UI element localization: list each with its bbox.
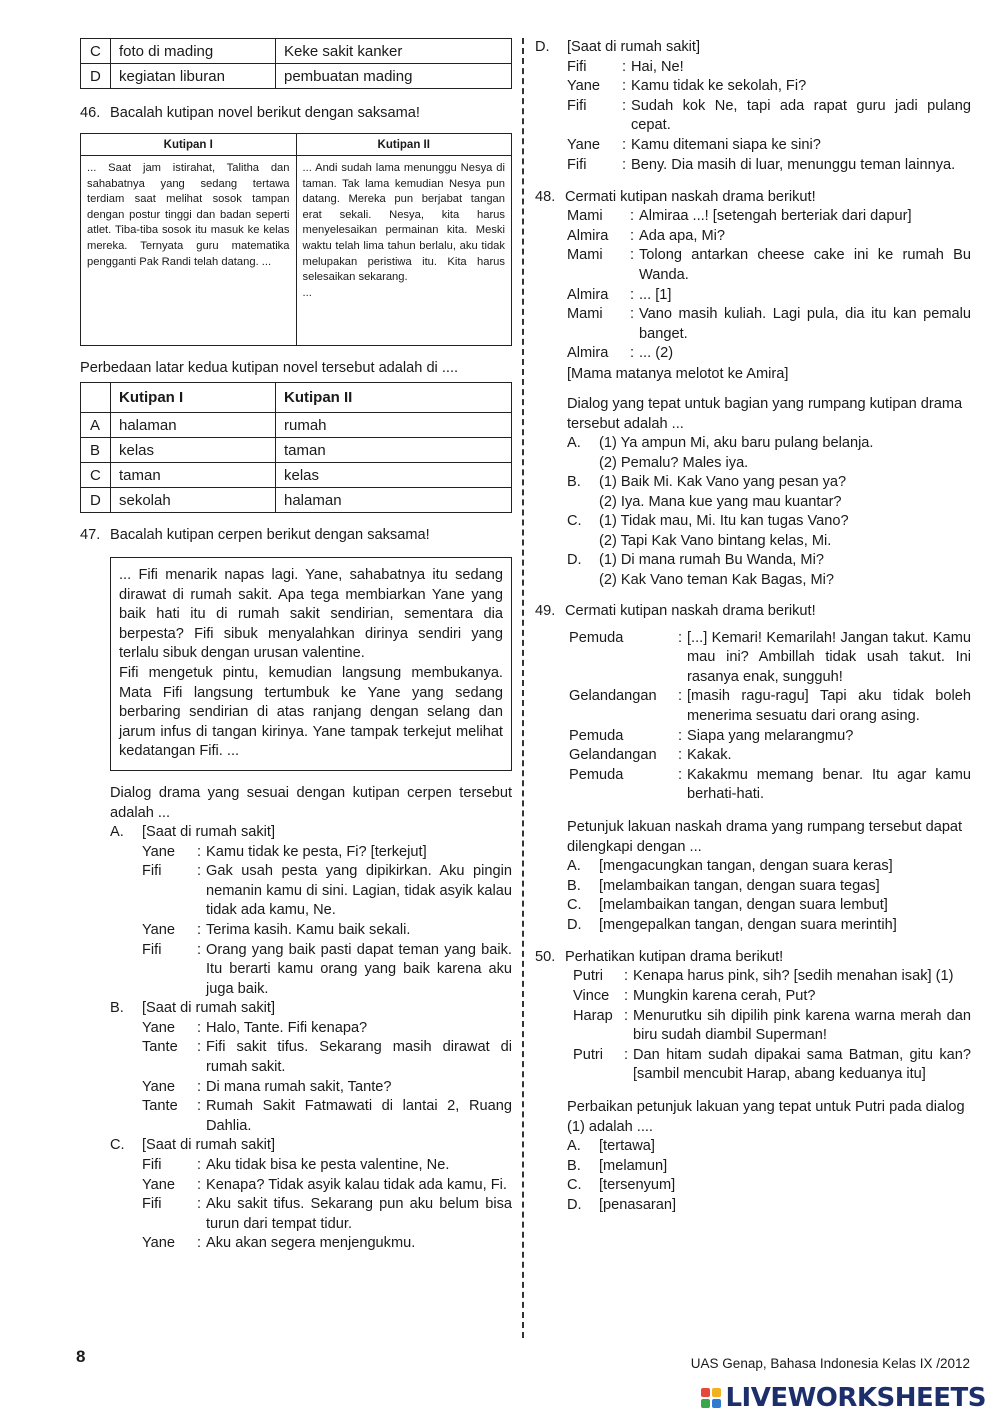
option-text: [mengepalkan tangan, dengan suara merintih] <box>599 916 897 933</box>
option-letter: A. <box>567 858 581 874</box>
speaker: Yane <box>142 1019 175 1036</box>
question-49-options <box>535 857 971 935</box>
drama-50-lines <box>535 967 971 1085</box>
dialog-text: Fifi sakit tifus. Sekarang masih dirawat di rumah sakit. <box>206 1039 512 1076</box>
dialog-line <box>142 862 512 921</box>
dialog-text: Gak usah pesta yang dipikirkan. Aku pingin nemanin kamu di sini. Lagian, tidak asyik kalau tidak ada kamu, Ne. <box>206 863 512 919</box>
option-text: [tersenyum] <box>599 1177 676 1194</box>
kutipan-1-value: halaman <box>111 413 276 438</box>
option-letter: A <box>81 413 111 438</box>
colon: : <box>629 345 635 362</box>
option-a <box>567 1137 971 1157</box>
speaker: Putri <box>573 1046 604 1063</box>
colon: : <box>623 968 629 985</box>
dialog-text: Kenapa harus pink, sih? [sedih menahan isak] (1) <box>633 968 954 985</box>
question-50 <box>535 947 971 967</box>
option-dialog <box>110 843 512 1000</box>
option-b <box>567 877 971 897</box>
colon: : <box>623 1046 629 1063</box>
speaker: Fifi <box>142 1196 162 1213</box>
dialog-line <box>569 629 971 688</box>
dialog-line <box>142 1234 512 1254</box>
question-text: Bacalah kutipan cerpen berikut dengan saksama! <box>110 527 430 543</box>
speaker: Mami <box>567 247 603 264</box>
dialog-text: Kenapa? Tidak asyik kalau tidak ada kamu, Fi. <box>206 1176 507 1193</box>
dialog-line <box>142 1097 512 1136</box>
speaker: Tante <box>142 1039 178 1056</box>
colon: : <box>196 1019 202 1036</box>
option-dialog <box>110 1156 512 1254</box>
table-row <box>81 39 512 64</box>
speaker: Pemuda <box>569 766 624 783</box>
speaker: Yane <box>567 78 600 95</box>
dialog-text: Kamu tidak ke pesta, Fi? [terkejut] <box>206 843 427 860</box>
dialog-text: Kakakmu memang benar. Itu agar kamu berhati-hati. <box>687 766 971 803</box>
question-number: 50. <box>535 949 556 966</box>
option-spacer <box>567 532 599 552</box>
colon: : <box>621 156 627 173</box>
dialog-line <box>573 1046 971 1085</box>
colon: : <box>677 747 683 764</box>
colon: : <box>629 286 635 303</box>
option-a <box>567 434 971 473</box>
option-letter: D. <box>567 916 582 933</box>
option-letter: C. <box>567 1177 582 1194</box>
dialog-text: Mungkin karena cerah, Put? <box>633 987 816 1004</box>
option-letter: D. <box>567 552 582 569</box>
speaker: Mami <box>567 208 603 225</box>
option-setting: [Saat di rumah sakit] <box>142 1137 276 1154</box>
option-c <box>110 1136 512 1254</box>
option-b <box>567 473 971 512</box>
kutipan-1-value: kelas <box>111 438 276 463</box>
colon: : <box>196 1196 202 1213</box>
speaker: Almira <box>567 227 609 244</box>
speaker: Fifi <box>142 941 162 958</box>
dialog-line <box>142 1019 512 1039</box>
colon: : <box>621 97 627 114</box>
dialog-text: Tolong antarkan cheese cake ini ke rumah Bu Wanda. <box>639 247 971 283</box>
table-row <box>81 438 512 463</box>
colon: : <box>621 136 627 153</box>
question-text: Cermati kutipan naskah drama berikut! <box>565 189 816 206</box>
kutipan-2-cell <box>296 156 512 346</box>
speaker: Yane <box>142 1078 175 1095</box>
cerpen-paragraph-2: Fifi mengetuk pintu, kemudian langsung membukanya. Mata Fifi langsung tertumbuk ke Yane yang sedang berbaring sendirian di atas ranjang dengan selang dan jarum infus di tangan kirinya. Yane tampak terkejut melihat kedatangan Fifi. ... <box>119 664 503 760</box>
drama-49-lines <box>535 629 971 805</box>
question-47-prompt: Dialog drama yang sesuai dengan kutipan cerpen tersebut adalah ... <box>110 784 512 821</box>
left-column <box>80 38 512 1254</box>
dialog-text: Halo, Tante. Fifi kenapa? <box>206 1019 368 1036</box>
option-letter: D. <box>567 1196 582 1213</box>
option-line-2: (2) Tapi Kak Vano bintang kelas, Mi. <box>599 532 832 549</box>
dialog-text: ... [1] <box>639 286 672 303</box>
colon: : <box>196 921 202 938</box>
kutipan-1-text: ... Saat jam istirahat, Talitha dan sahabatnya yang sedang tertawa terdiam saat melihat sosok tampan dengan postur tinggi dan badan seperti atlet. Tiba-tiba sosok itu masuk ke kelas mereka. Ternyata guru matematika pengganti Pak Randi telah datang. ... <box>81 156 297 346</box>
option-setting: [Saat di rumah sakit] <box>567 39 701 55</box>
speaker: Vince <box>573 987 610 1004</box>
dialog-line <box>142 843 512 863</box>
speaker: Pemuda <box>569 727 624 744</box>
row-value-b: Keke sakit kanker <box>276 39 512 64</box>
question-47-option-d <box>535 38 971 175</box>
header-blank <box>81 383 111 413</box>
header-kutipan-1: Kutipan I <box>111 383 276 413</box>
option-letter: C. <box>567 513 582 530</box>
dialog-text: Sudah kok Ne, tapi ada rapat guru jadi pulang cepat. <box>631 97 971 134</box>
kutipan-2-value: taman <box>276 438 512 463</box>
question-50-options <box>535 1137 971 1215</box>
table-row <box>81 64 512 89</box>
question-48-options <box>535 434 971 591</box>
dialog-line <box>567 77 971 97</box>
logo-square <box>701 1388 710 1397</box>
table-row <box>81 413 512 438</box>
colon: : <box>621 58 627 75</box>
liveworksheets-logo <box>701 1383 986 1413</box>
option-setting: [Saat di rumah sakit] <box>142 823 276 840</box>
colon: : <box>629 247 635 264</box>
colon: : <box>196 941 202 958</box>
dialog-line <box>567 58 971 78</box>
kutipan-2-text: ... Andi sudah lama menunggu Nesya di taman. Tak lama kemudian Nesya pun datang. Mereka pun berjabat tangan erat sekali. Nesya, kita harus menyelesaikan permainan kita. Meski waktu telah lima tahun berlalu, aku tidak melupakan peristiwa itu. Kita harus selesaikan sekarang. <box>302 162 505 284</box>
kutipan-1-value: sekolah <box>111 488 276 513</box>
dialog-line <box>573 1007 971 1046</box>
speaker: Yane <box>567 136 600 153</box>
dialog-text: Kamu ditemani siapa ke sini? <box>631 136 821 153</box>
option-d <box>567 1196 971 1216</box>
colon: : <box>196 843 202 860</box>
kutipan-2-value: kelas <box>276 463 512 488</box>
question-46-prompt: Perbedaan latar kedua kutipan novel tersebut adalah di .... <box>80 360 459 376</box>
option-letter: C. <box>110 1137 125 1154</box>
question-46 <box>80 103 512 123</box>
colon: : <box>196 1176 202 1193</box>
option-a <box>567 857 971 877</box>
option-text: [mengacungkan tangan, dengan suara keras] <box>599 858 893 874</box>
speaker: Pemuda <box>569 629 624 646</box>
colon: : <box>196 1039 202 1056</box>
question-48-prompt: Dialog yang tepat untuk bagian yang rumpang kutipan drama tersebut adalah ... <box>567 395 963 432</box>
dialog-text: Almiraa ...! [setengah berteriak dari dapur] <box>639 208 912 225</box>
logo-square <box>712 1399 721 1408</box>
speaker: Fifi <box>567 58 587 75</box>
speaker: Almira <box>567 345 609 362</box>
question-49-prompt: Petunjuk lakuan naskah drama yang rumpang tersebut dapat dilengkapi dengan ... <box>567 819 963 855</box>
dialog-line <box>567 344 971 364</box>
question-text: Perhatikan kutipan drama berikut! <box>565 949 784 966</box>
option-line-2: (2) Pemalu? Males iya. <box>599 454 749 471</box>
row-key: D <box>81 64 111 89</box>
dialog-text: Kakak. <box>687 747 732 764</box>
dialog-line <box>573 987 971 1007</box>
option-letter: B. <box>567 1157 581 1174</box>
table-row <box>81 488 512 513</box>
kutipan-1-value: taman <box>111 463 276 488</box>
footer-title: UAS Genap, Bahasa Indonesia Kelas IX /2012 <box>690 1356 970 1371</box>
option-letter: A. <box>110 823 124 840</box>
question-48 <box>535 187 971 207</box>
question-47-options <box>80 823 512 1254</box>
option-b <box>567 1157 971 1177</box>
dialog-text: Beny. Dia masih di luar, menunggu teman lainnya. <box>631 156 956 173</box>
speaker: Yane <box>142 843 175 860</box>
option-text: [penasaran] <box>599 1196 677 1213</box>
dialog-line <box>142 1156 512 1176</box>
option-spacer <box>567 454 599 474</box>
question-number: 47. <box>80 527 101 543</box>
row-value-a: kegiatan liburan <box>111 64 276 89</box>
colon: : <box>623 1007 629 1024</box>
speaker: Yane <box>142 1176 175 1193</box>
dialog-line <box>567 207 971 227</box>
option-line-2: (2) Iya. Mana kue yang mau kuantar? <box>599 493 842 510</box>
dialog-line <box>569 746 971 766</box>
dialog-text: [...] Kemari! Kemarilah! Jangan takut. Kamu mau ini? Ambillah tidak usah takut. Ini rasanya enak, sungguh! <box>687 629 971 685</box>
option-d <box>567 916 971 936</box>
colon: : <box>629 208 635 225</box>
dialog-text: Siapa yang melarangmu? <box>687 727 854 744</box>
row-key: C <box>81 39 111 64</box>
speaker: Gelandangan <box>569 747 657 764</box>
option-letter: D. <box>535 39 550 55</box>
question-number: 46. <box>80 105 101 121</box>
speaker: Yane <box>142 1235 175 1252</box>
question-text: Bacalah kutipan novel berikut dengan saksama! <box>110 105 420 121</box>
dialog-line <box>142 1195 512 1234</box>
dialog-text: Aku tidak bisa ke pesta valentine, Ne. <box>206 1157 450 1174</box>
dialog-line <box>567 286 971 306</box>
dialog-line <box>142 921 512 941</box>
option-line-1: (1) Ya ampun Mi, aku baru pulang belanja. <box>599 434 874 451</box>
drama-48-stage: [Mama matanya melotot ke Amira] <box>567 365 789 382</box>
option-d <box>567 551 971 590</box>
question-47 <box>80 525 512 545</box>
kutipan-table <box>80 133 512 346</box>
table-header-row <box>81 383 512 413</box>
colon: : <box>629 227 635 244</box>
option-line-1: (1) Tidak mau, Mi. Itu kan tugas Vano? <box>599 513 849 530</box>
dialog-line <box>142 1176 512 1196</box>
option-letter: B. <box>567 474 581 491</box>
option-letter: B <box>81 438 111 463</box>
question-number: 49. <box>535 602 556 619</box>
top-answer-table <box>80 38 512 89</box>
dialog-text: Kamu tidak ke sekolah, Fi? <box>631 78 807 95</box>
option-dialog <box>110 1019 512 1137</box>
dialog-line <box>567 305 971 344</box>
dialog-line <box>569 727 971 747</box>
dialog-text: Aku sakit tifus. Sekarang pun aku belum bisa turun dari tempat tidur. <box>206 1196 512 1232</box>
option-b <box>110 999 512 1136</box>
option-c <box>567 512 971 551</box>
option-line-2: (2) Kak Vano teman Kak Bagas, Mi? <box>599 572 834 589</box>
dialog-text: ... (2) <box>639 345 674 362</box>
dialog-line <box>142 1078 512 1098</box>
dialog-line <box>567 156 971 176</box>
colon: : <box>196 863 202 880</box>
kutipan-2-value: rumah <box>276 413 512 438</box>
question-number: 48. <box>535 189 556 206</box>
dialog-line <box>567 97 971 136</box>
speaker: Gelandangan <box>569 688 657 705</box>
column-divider <box>522 38 524 1338</box>
option-line-1: (1) Di mana rumah Bu Wanda, Mi? <box>599 552 824 569</box>
logo-square <box>712 1388 721 1397</box>
option-c <box>567 896 971 916</box>
kutipan-2-ellipsis: ... <box>302 286 312 299</box>
dialog-line <box>142 941 512 1000</box>
colon: : <box>677 766 683 783</box>
dialog-text: Dan hitam sudah dipakai sama Batman, gitu kan? [sambil mencubit Harap, abang keduanya itu] <box>633 1046 971 1083</box>
dialog-line <box>142 1038 512 1077</box>
dialog-line <box>569 766 971 805</box>
option-letter: B. <box>567 877 581 894</box>
speaker: Fifi <box>142 863 162 880</box>
speaker: Fifi <box>142 1157 162 1174</box>
speaker: Putri <box>573 968 604 985</box>
dialog-text: Ada apa, Mi? <box>639 227 725 244</box>
dialog-text: [masih ragu-ragu] Tapi aku tidak boleh menerima sesuatu dari orang asing. <box>687 688 971 725</box>
dialog-text: Menurutku sih dipilih pink karena warna merah dan biru sudah diambil Superman! <box>633 1007 971 1044</box>
speaker: Almira <box>567 286 609 303</box>
speaker: Yane <box>142 921 175 938</box>
option-text: [tertawa] <box>599 1137 655 1154</box>
option-c <box>567 1176 971 1196</box>
dialog-line <box>567 136 971 156</box>
speaker: Harap <box>573 1007 613 1024</box>
option-setting: [Saat di rumah sakit] <box>142 1000 276 1017</box>
question-49 <box>535 601 971 621</box>
table-row <box>81 463 512 488</box>
option-letter: A. <box>567 434 581 451</box>
dialog-text: Terima kasih. Kamu baik sekali. <box>206 921 411 938</box>
dialog-text: Orang yang baik pasti dapat teman yang baik. Itu berarti kamu orang yang baik karena aku juga baik. <box>206 941 512 997</box>
dialog-line <box>567 227 971 247</box>
colon: : <box>629 306 635 323</box>
dialog-text: Di mana rumah sakit, Tante? <box>206 1078 392 1095</box>
colon: : <box>621 78 627 95</box>
colon: : <box>677 629 683 646</box>
dialog-text: Aku akan segera menjengukmu. <box>206 1235 416 1252</box>
option-text: [melambaikan tangan, dengan suara tegas] <box>599 877 880 894</box>
colon: : <box>196 1157 202 1174</box>
option-dialog <box>535 58 971 176</box>
row-value-a: foto di mading <box>111 39 276 64</box>
option-letter: C. <box>567 897 582 914</box>
kutipan-2-value: halaman <box>276 488 512 513</box>
option-letter: A. <box>567 1137 581 1154</box>
brand-name: LIVEWORKSHEETS <box>725 1383 986 1413</box>
dialog-line <box>569 687 971 726</box>
option-line-1: (1) Baik Mi. Kak Vano yang pesan ya? <box>599 474 847 491</box>
colon: : <box>623 987 629 1004</box>
kutipan-2-header: Kutipan II <box>296 134 512 156</box>
colon: : <box>677 727 683 744</box>
question-50-prompt: Perbaikan petunjuk lakuan yang tepat untuk Putri pada dialog (1) adalah .... <box>567 1098 965 1135</box>
right-column <box>535 38 971 1215</box>
dialog-text: Hai, Ne! <box>631 58 684 75</box>
speaker: Fifi <box>567 97 587 114</box>
option-text: [melamun] <box>599 1157 668 1174</box>
cerpen-excerpt <box>110 557 512 771</box>
row-value-b: pembuatan mading <box>276 64 512 89</box>
option-a <box>110 823 512 999</box>
page-number: 8 <box>76 1347 86 1366</box>
dialog-line <box>567 246 971 285</box>
header-kutipan-2: Kutipan II <box>276 383 512 413</box>
speaker: Mami <box>567 306 603 323</box>
speaker: Fifi <box>567 156 587 173</box>
kutipan-1-header: Kutipan I <box>81 134 297 156</box>
option-letter: D <box>81 488 111 513</box>
option-letter: C <box>81 463 111 488</box>
option-text: [melambaikan tangan, dengan suara lembut] <box>599 897 888 914</box>
dialog-text: Rumah Sakit Fatmawati di lantai 2, Ruang Dahlia. <box>206 1098 512 1134</box>
colon: : <box>196 1078 202 1095</box>
option-spacer <box>567 493 599 513</box>
option-letter: B. <box>110 1000 124 1017</box>
logo-square <box>701 1399 710 1408</box>
answer-table-46 <box>80 382 512 513</box>
dialog-text: Vano masih kuliah. Lagi pula, dia itu kan pemalu banget. <box>639 306 971 342</box>
speaker: Tante <box>142 1098 178 1115</box>
drama-48-lines <box>535 207 971 364</box>
option-d <box>535 38 971 175</box>
option-spacer <box>567 571 599 591</box>
colon: : <box>196 1098 202 1115</box>
colon: : <box>196 1235 202 1252</box>
brand-logo-icon <box>701 1388 721 1408</box>
cerpen-paragraph-1: ... Fifi menarik napas lagi. Yane, sahabatnya itu sedang dirawat di rumah sakit. Apa tega membiarkan Yane yang baik hati itu di rumah sakit sendirian, sementara dia berpesta? Fifi sibuk menyalahkan dirinya sendiri yang terlalu sibuk dengan urusan valentine. <box>119 567 503 662</box>
dialog-line <box>573 967 971 987</box>
question-text: Cermati kutipan naskah drama berikut! <box>565 602 816 619</box>
colon: : <box>677 688 683 705</box>
